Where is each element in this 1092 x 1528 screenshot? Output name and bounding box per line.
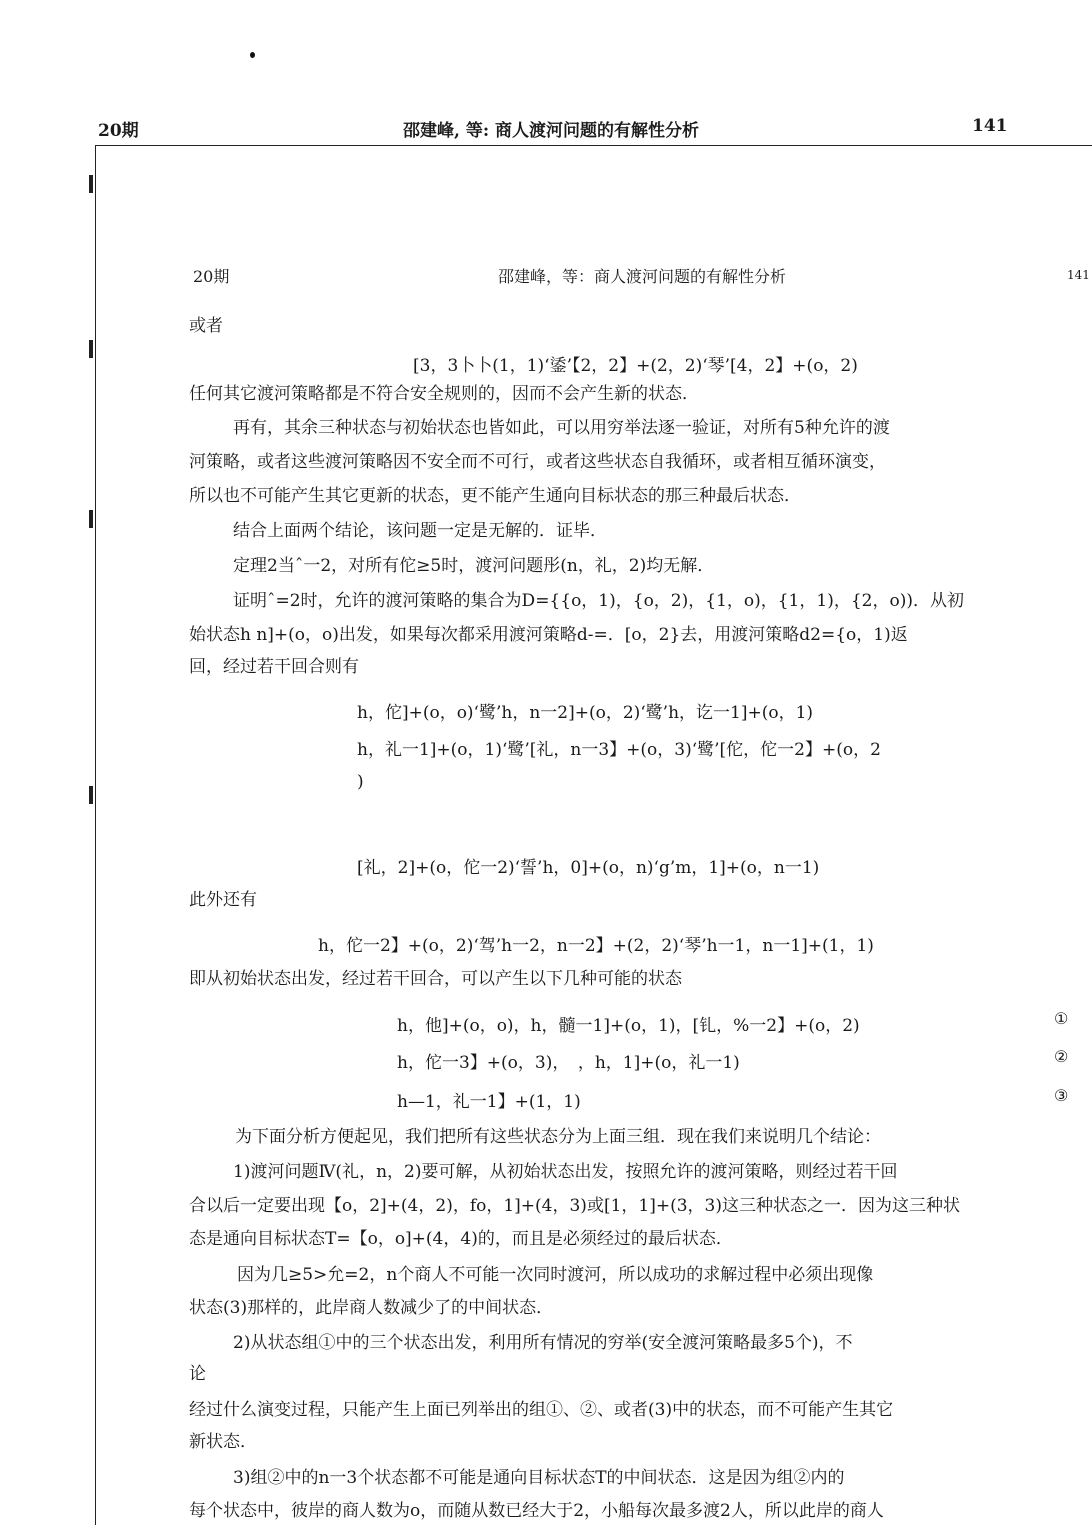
paragraph-line: 每个状态中，彼岸的商人数为o，而随从数已经大于2，小船每次最多渡2人，所以此岸的商人 xyxy=(189,1501,884,1521)
paragraph-line: 此外还有 xyxy=(189,890,257,910)
paragraph-line: 任何其它渡河策略都是不符合安全规则的，因而不会产生新的状态． xyxy=(189,384,699,404)
equation-number: ③ xyxy=(1054,1086,1069,1105)
formula-line: h，佗]+(o，o)‘鹭’h，n一2]+(o，2)‘鹭’h，讫一1]+(o，1) xyxy=(357,703,814,723)
frame-top-rule xyxy=(95,145,1092,146)
theorem-line: 定理2当ˆ一2，对所有佗≥5时，渡河问题彤(n，礼，2)均无解． xyxy=(233,556,715,576)
edge-mark xyxy=(89,786,93,804)
paragraph-line: 结合上面两个结论，该问题一定是无解的．证毕． xyxy=(233,521,607,541)
paragraph-line: 再有，其余三种状态与初始状态也皆如此，可以用穷举法逐一验证，对所有5种允许的渡 xyxy=(233,418,890,438)
paragraph-line: 2)从状态组①中的三个状态出发，利用所有情况的穷举(安全渡河策略最多5个)，不 xyxy=(233,1333,853,1353)
outer-header-issue: 20期 xyxy=(98,121,139,141)
edge-mark xyxy=(89,340,93,358)
equation-number: ① xyxy=(1054,1009,1069,1028)
outer-header-page: 141 xyxy=(972,116,1008,136)
formula-line: ) xyxy=(357,772,364,792)
edge-mark xyxy=(89,175,93,193)
paragraph-line: 状态(3)那样的，此岸商人数减少了的中间状态． xyxy=(189,1298,554,1318)
paragraph-line: 1)渡河问题Ⅳ(礼，n，2)要可解，从初始状态出发，按照允许的渡河策略，则经过若干回 xyxy=(233,1162,898,1182)
frame-left-rule xyxy=(95,145,96,1525)
paragraph-line: 即从初始状态出发，经过若干回合，可以产生以下几种可能的状态 xyxy=(189,969,682,989)
state-group-2: h，佗一3】+(o，3)， ，h，1]+(o，礼一1) xyxy=(397,1053,740,1073)
paragraph-line: 合以后一定要出现【o，2]+(4，2)，fo，1]+(4，3)或[1，1]+(3，3)这三种状态之一．因为这三种状 xyxy=(189,1196,960,1216)
formula-line: h，佗一2】+(o，2)‘驾’h一2，n一2】+(2，2)‘琴’h一1，n一1]+(1，1) xyxy=(318,936,874,956)
outer-header-title: 邵建峰, 等: 商人渡河问题的有解性分析 xyxy=(403,121,700,141)
equation-number: ② xyxy=(1054,1047,1069,1066)
paragraph-line: 始状态h n]+(o，o)出发，如果每次都采用渡河策略d-=．[o，2}去，用渡河策略d2={o，1)返 xyxy=(189,625,908,645)
formula-line: [3，3卜卜(1，1)‘鋈’【2，2】+(2，2)‘琴’[4，2】+(o，2) xyxy=(413,356,858,376)
paragraph-line: 3)组②中的n一3个状态都不可能是通向目标状态T的中间状态．这是因为组②内的 xyxy=(233,1468,845,1488)
paragraph-line: 为下面分析方便起见，我们把所有这些状态分为上面三组．现在我们来说明几个结论： xyxy=(235,1127,881,1147)
inner-header-title: 邵建峰，等：商人渡河问题的有解性分析 xyxy=(498,267,787,286)
paragraph-line: 河策略，或者这些渡河策略因不安全而不可行，或者这些状态自我循环，或者相互循环演变， xyxy=(189,452,886,472)
paragraph-line: 或者 xyxy=(189,316,223,336)
edge-mark xyxy=(89,510,93,528)
paragraph-line: 所以也不可能产生其它更新的状态，更不能产生通向目标状态的那三种最后状态． xyxy=(189,486,801,506)
paragraph-line: 回，经过若干回合则有 xyxy=(189,657,359,677)
inner-header-issue: 20期 xyxy=(193,267,230,286)
paragraph-line: 论 xyxy=(189,1364,206,1384)
state-group-3: h—1，礼一1】+(1，1) xyxy=(397,1092,581,1112)
state-group-1: h，他]+(o，o)，h，髓一1]+(o，1)，[钆，%一2】+(o，2) xyxy=(397,1016,860,1036)
paragraph-line: 因为几≥5>允=2，n个商人不可能一次同时渡河，所以成功的求解过程中必须出现像 xyxy=(237,1265,874,1285)
formula-line: [礼，2]+(o，佗一2)‘誓’h，0]+(o，n)‘g’m，1]+(o，n一1) xyxy=(357,858,820,878)
formula-line: h，礼一1]+(o，1)‘鹭’[礼，n一3】+(o，3)‘鹭’[佗，佗一2】+(o，2 xyxy=(357,740,881,760)
paragraph-line: 态是通向目标状态T=【o，o]+(4，4)的，而且是必须经过的最后状态． xyxy=(189,1229,733,1249)
scan-speck xyxy=(250,52,255,58)
paragraph-line: 经过什么演变过程，只能产生上面已列举出的组①、②、或者(3)中的状态，而不可能产生其它 xyxy=(189,1400,894,1420)
paragraph-line: 证明ˆ=2时，允许的渡河策略的集合为D={{o，1)，{o，2)，{1，o)，{1，1)，{2，o))．从初 xyxy=(233,591,964,611)
paragraph-line: 新状态． xyxy=(189,1432,257,1452)
inner-header-page: 141 xyxy=(1067,268,1090,282)
